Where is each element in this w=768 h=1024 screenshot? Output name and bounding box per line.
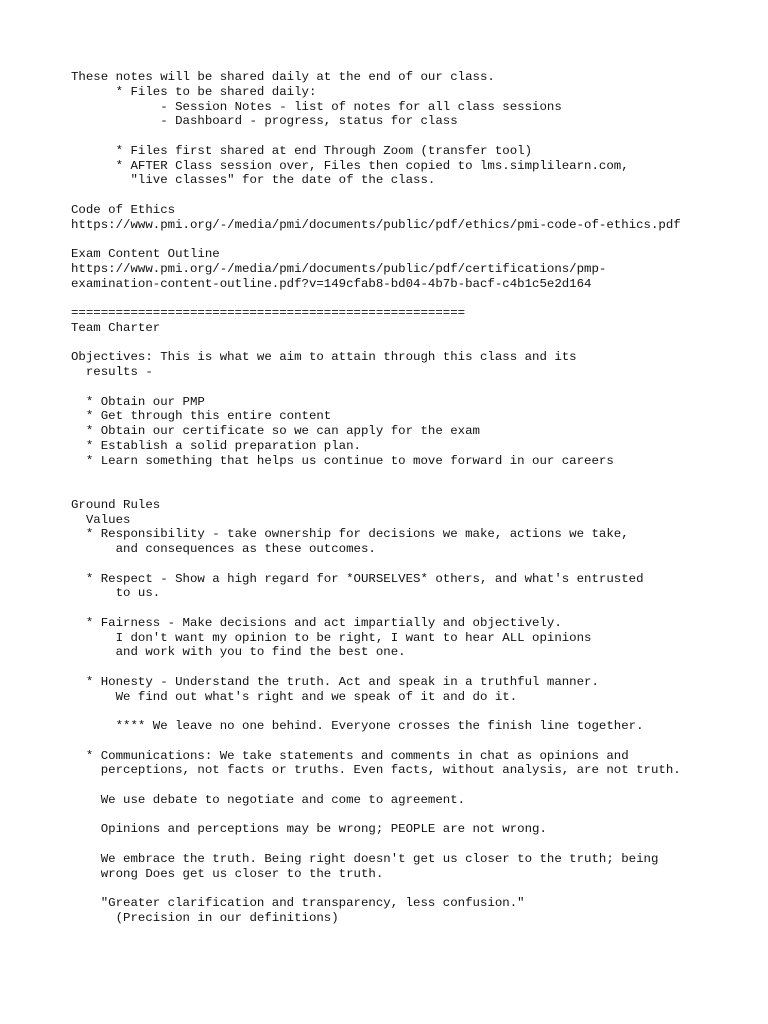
blank-line: [71, 808, 751, 823]
text-line: * Establish a solid preparation plan.: [71, 438, 361, 453]
blank-line: [71, 336, 751, 351]
text-line: - Session Notes - list of notes for all class sessions: [71, 99, 562, 114]
text-line: * Obtain our PMP: [71, 394, 205, 409]
text-line: Code of Ethics: [71, 202, 176, 217]
text-line: Exam Content Outline: [71, 247, 220, 261]
text-line: We embrace the truth. Being right doesn't get us closer to the truth; being: [71, 851, 659, 866]
text-line: * AFTER Class session over, Files then copied to lms.simplilearn.com,: [71, 158, 629, 173]
text-line: Values: [71, 512, 131, 527]
blank-line: [71, 881, 751, 896]
blank-line: [71, 291, 751, 306]
blank-line: [71, 734, 751, 749]
text-line: Team Charter: [71, 320, 161, 335]
blank-line: [71, 601, 751, 616]
text-line: "live classes" for the date of the class.: [71, 173, 436, 188]
document-body: [71, 70, 751, 926]
text-line: "Greater clarification and transparency, less confusion.": [71, 896, 525, 910]
text-line: * Respect - Show a high regard for *OURSELVES* others, and what's entrusted: [71, 571, 644, 586]
blank-line: [71, 188, 751, 203]
blank-line: [71, 778, 751, 793]
text-line: We use debate to negotiate and come to agreement.: [71, 792, 466, 807]
text-line: =====================================================: [71, 306, 466, 320]
text-line: * Communications: We take statements and comments in chat as opinions and: [71, 748, 629, 763]
text-line: * Files to be shared daily:: [71, 84, 317, 99]
text-line: * Honesty - Understand the truth. Act and speak in a truthful manner.: [71, 674, 599, 689]
text-line: results -: [71, 365, 153, 379]
text-line: * Learn something that helps us continue to move forward in our careers: [71, 453, 614, 468]
text-line: examination-content-outline.pdf?v=149cfab8-bd04-4b7b-bacf-c4b1c5e2d164: [71, 276, 592, 291]
text-line: Ground Rules: [71, 497, 161, 512]
text-line: * Fairness - Make decisions and act impartially and objectively.: [71, 615, 562, 630]
text-line: * Obtain our certificate so we can apply for the exam: [71, 424, 480, 438]
text-line: We find out what's right and we speak of it and do it.: [71, 689, 518, 704]
blank-line: [71, 483, 751, 498]
text-line: perceptions, not facts or truths. Even facts, without analysis, are not truth.: [71, 763, 681, 778]
text-line: and work with you to find the best one.: [71, 645, 406, 660]
blank-line: [71, 837, 751, 852]
text-line: **** We leave no one behind. Everyone crosses the finish line together.: [71, 719, 644, 733]
text-line: (Precision in our definitions): [71, 910, 339, 925]
blank-line: [71, 660, 751, 675]
text-line: wrong Does get us closer to the truth.: [71, 866, 384, 881]
blank-line: [71, 704, 751, 719]
text-line: https://www.pmi.org/-/media/pmi/documents/public/pdf/ethics/pmi-code-of-ethics.pdf: [71, 217, 681, 232]
text-line: * Responsibility - take ownership for decisions we make, actions we take,: [71, 527, 629, 542]
text-line: These notes will be shared daily at the end of our class.: [71, 70, 495, 84]
blank-line: [71, 232, 751, 247]
text-line: Objectives: This is what we aim to attain through this class and its: [71, 350, 577, 365]
blank-line: [71, 468, 751, 483]
blank-line: [71, 380, 751, 395]
text-line: https://www.pmi.org/-/media/pmi/documents/public/pdf/certifications/pmp-: [71, 261, 607, 276]
text-line: I don't want my opinion to be right, I want to hear ALL opinions: [71, 630, 592, 645]
text-line: * Files first shared at end Through Zoom (transfer tool): [71, 143, 533, 158]
blank-line: [71, 129, 751, 144]
blank-line: [71, 557, 751, 572]
text-line: and consequences as these outcomes.: [71, 542, 376, 556]
text-line: - Dashboard - progress, status for class: [71, 114, 458, 129]
text-line: * Get through this entire content: [71, 409, 332, 424]
text-line: to us.: [71, 586, 161, 601]
text-line: Opinions and perceptions may be wrong; PEOPLE are not wrong.: [71, 822, 547, 837]
